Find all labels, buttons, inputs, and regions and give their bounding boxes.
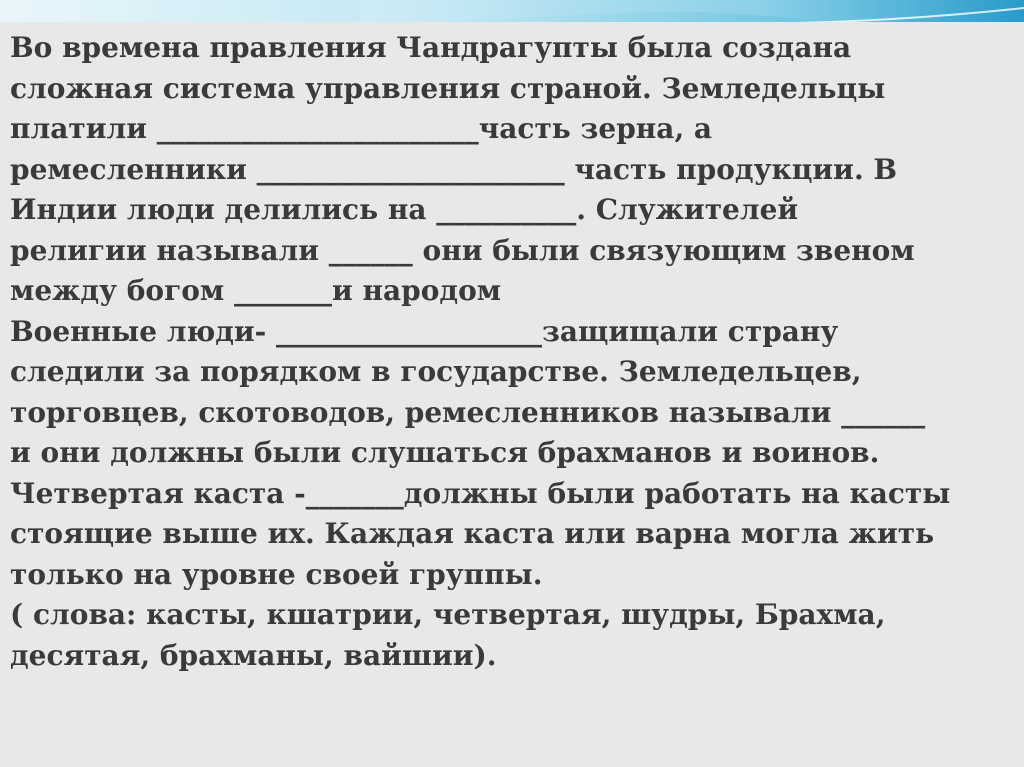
text-line: только на уровне своей группы.	[10, 557, 543, 591]
text-line: Индии люди делились на __________. Служителей	[10, 193, 799, 226]
text-line: торговцев, скотоводов, ремесленников называли ______	[10, 395, 926, 429]
text-line: платили _______________________часть зерна, а	[10, 112, 713, 145]
text-line: между богом _______и народом	[10, 274, 502, 307]
text-line: сложная система управления страной. Земледельцы	[10, 71, 886, 105]
text-line: ( слова: касты, кшатрии, четвертая, шудры, Брахма,	[10, 598, 886, 631]
slide-body-text	[10, 28, 1014, 676]
text-line: десятая, брахманы, вайшии).	[10, 638, 497, 672]
text-line: и они должны были слушаться брахманов и воинов.	[10, 436, 880, 469]
text-line: стоящие выше их. Каждая каста или варна могла жить	[10, 517, 935, 550]
text-line: Военные люди- ___________________защищали страну	[10, 314, 839, 348]
text-line: ремесленники ______________________ часть продукции. В	[10, 152, 898, 186]
text-line: религии называли ______ они были связующим звеном	[10, 233, 915, 267]
text-line: следили за порядком в государстве. Земледельцев,	[10, 355, 862, 388]
text-line: Четвертая каста -_______должны были работать на касты	[10, 476, 951, 510]
text-line: Во времена правления Чандрагупты была создана	[10, 31, 852, 64]
